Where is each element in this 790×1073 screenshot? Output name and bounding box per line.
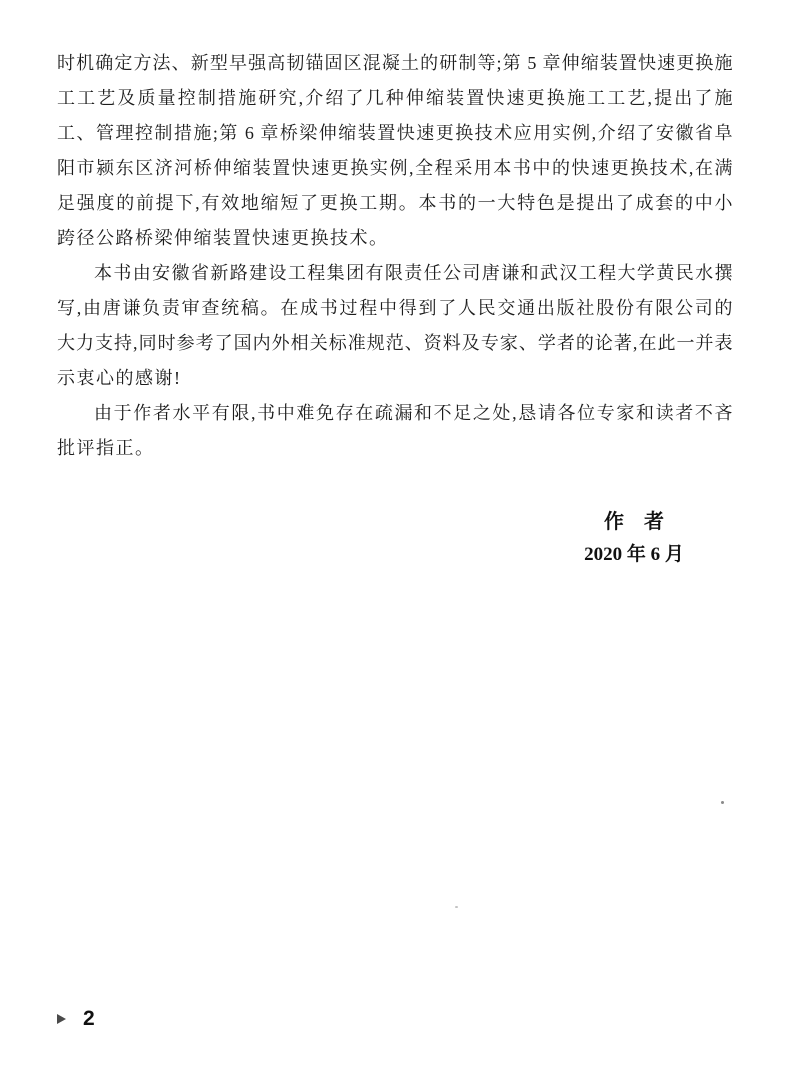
signature-date: 2020 年 6 月 — [584, 544, 684, 565]
body-line: 工工艺及质量控制措施研究,介绍了几种伸缩装置快速更换施工工艺,提出了施 — [57, 88, 733, 108]
signature-block — [576, 506, 692, 571]
body-line: 大力支持,同时参考了国内外相关标准规范、资料及专家、学者的论著,在此一并表 — [57, 333, 733, 353]
scan-speck — [455, 906, 458, 908]
signature-author: 作 者 — [604, 511, 664, 533]
scan-speck — [721, 801, 724, 804]
body-line: 足强度的前提下,有效地缩短了更换工期。本书的一大特色是提出了成套的中小 — [57, 193, 733, 213]
body-line: 时机确定方法、新型早强高韧锚固区混凝土的研制等;第 5 章伸缩装置快速更换施 — [57, 53, 733, 73]
preface-body — [57, 46, 733, 466]
body-line: 示衷心的感谢! — [57, 368, 182, 388]
body-line: 阳市颍东区济河桥伸缩装置快速更换实例,全程采用本书中的快速更换技术,在满 — [57, 158, 733, 178]
body-line: 批评指正。 — [57, 438, 155, 458]
body-line: 工、管理控制措施;第 6 章桥梁伸缩装置快速更换技术应用实例,介绍了安徽省阜 — [57, 123, 733, 143]
page-marker-triangle-icon — [57, 1014, 66, 1024]
page-footer — [57, 1006, 95, 1032]
body-line: 本书由安徽省新路建设工程集团有限责任公司唐谦和武汉工程大学黄民水撰 — [94, 263, 733, 283]
body-line: 跨径公路桥梁伸缩装置快速更换技术。 — [57, 228, 389, 248]
body-line: 写,由唐谦负责审查统稿。在成书过程中得到了人民交通出版社股份有限公司的 — [57, 298, 733, 318]
page-number: 2 — [83, 1007, 95, 1030]
body-line: 由于作者水平有限,书中难免存在疏漏和不足之处,恳请各位专家和读者不吝 — [94, 403, 733, 423]
